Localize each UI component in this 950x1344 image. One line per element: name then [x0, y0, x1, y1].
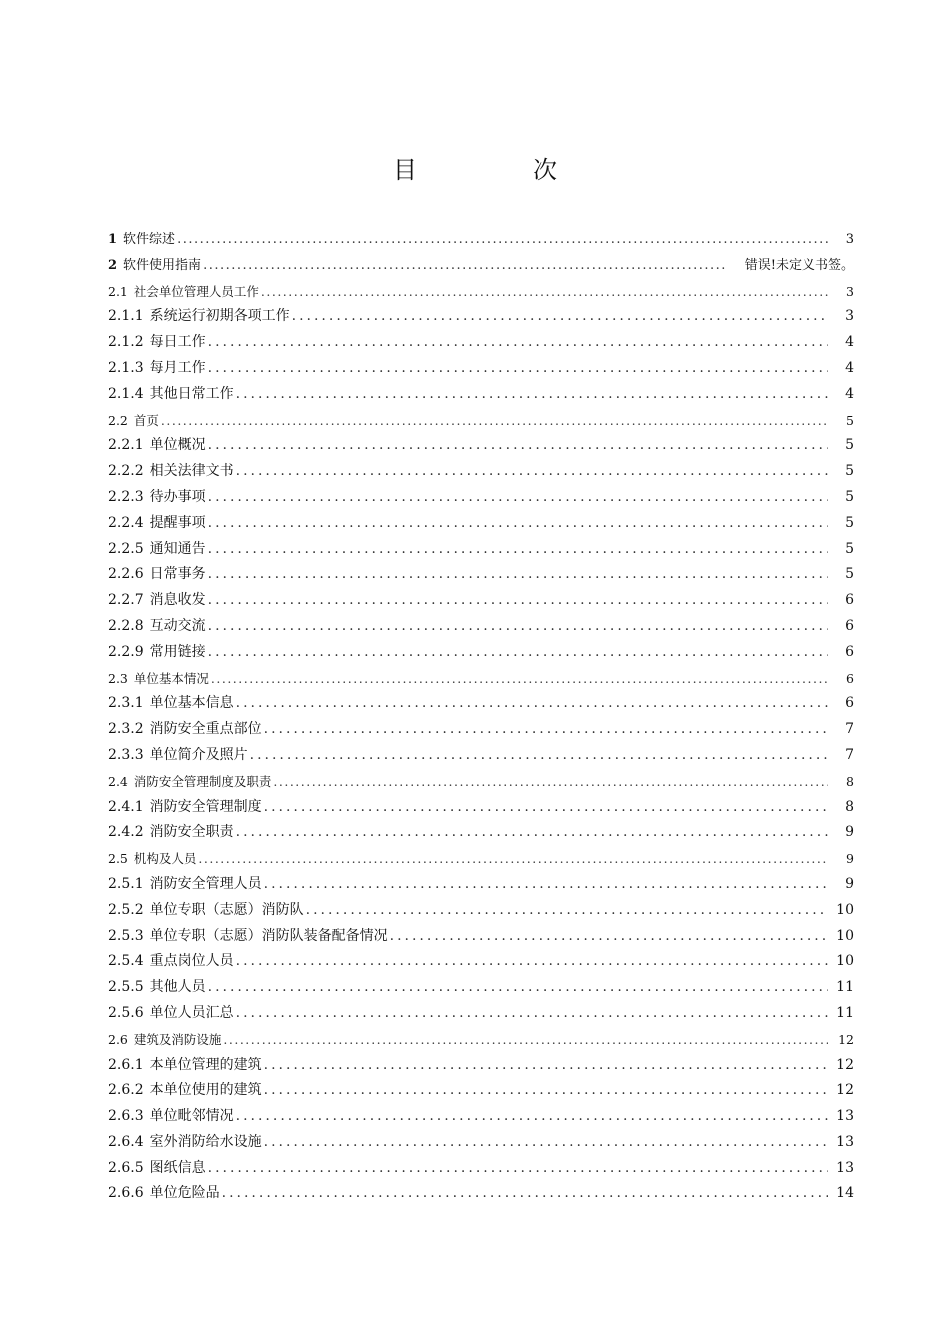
- toc-entry-page-number: 7: [845, 721, 854, 738]
- toc-entry-page-number: 12: [836, 1082, 854, 1099]
- toc-entry-number: 2.3.1: [108, 695, 144, 712]
- toc-entry-number: 2.2.4: [108, 514, 144, 531]
- toc-entry-page-number: 3: [845, 308, 854, 325]
- toc-entry-label: 系统运行初期各项工作: [149, 308, 290, 325]
- toc-entry-page-number: 7: [845, 746, 854, 763]
- toc-entry-number: 2.5.2: [108, 901, 144, 918]
- toc-entry-number: 2.6: [108, 1031, 128, 1047]
- toc-entry[interactable]: [108, 562, 858, 588]
- toc-entry-label: 其他日常工作: [149, 385, 234, 402]
- toc-dot-leader: [264, 872, 828, 898]
- toc-dot-leader: [306, 898, 828, 924]
- toc-entry-number: 2.2.2: [108, 463, 144, 480]
- toc-entry-page-number: 5: [845, 566, 854, 583]
- toc-dot-leader: [236, 691, 828, 717]
- toc-entry[interactable]: [108, 1001, 858, 1027]
- toc-entry-label: 提醒事项: [149, 514, 206, 531]
- toc-entry-page-number: 8: [845, 798, 854, 815]
- toc-entry[interactable]: [108, 279, 858, 305]
- toc-entry-label: 相关法律文书: [149, 463, 234, 480]
- toc-entry-page-number: 4: [845, 385, 854, 402]
- toc-entry-label: 消防安全管理制度: [149, 798, 262, 815]
- toc-entry[interactable]: [108, 820, 858, 846]
- toc-entry[interactable]: [108, 924, 858, 950]
- toc-entry-label: 日常事务: [149, 566, 206, 583]
- toc-entry-number: 2.1.3: [108, 359, 144, 376]
- toc-entry-label: 本单位使用的建筑: [149, 1082, 262, 1099]
- toc-dot-leader: [208, 356, 828, 382]
- toc-dot-leader: [161, 408, 828, 434]
- toc-entry-label: 待办事项: [149, 488, 206, 505]
- toc-entry-number: 2.3.3: [108, 746, 144, 763]
- toc-dot-leader: [264, 795, 828, 821]
- toc-dot-leader: [208, 975, 828, 1001]
- toc-entry[interactable]: [108, 330, 858, 356]
- toc-entry-label: 其他人员: [149, 979, 206, 996]
- toc-entry[interactable]: [108, 769, 858, 795]
- toc-entry-label: 互动交流: [149, 617, 206, 634]
- toc-dot-leader: [264, 1130, 828, 1156]
- toc-entry-number: 2.2.8: [108, 617, 144, 634]
- toc-entry-number: 2: [108, 257, 118, 273]
- toc-dot-leader: [236, 1001, 828, 1027]
- toc-entry[interactable]: [108, 640, 858, 666]
- toc-entry-number: 2.4.1: [108, 798, 144, 815]
- toc-entry-number: 1: [108, 232, 118, 247]
- toc-dot-leader: [236, 382, 828, 408]
- toc-dot-leader: [390, 924, 828, 950]
- toc-dot-leader: [292, 304, 828, 330]
- toc-entry-label: 消防安全管理人员: [149, 875, 262, 892]
- toc-dot-leader: [208, 485, 828, 511]
- toc-entry-label: 通知通告: [149, 540, 206, 557]
- toc-entry[interactable]: [108, 717, 858, 743]
- toc-entry-page-number: 13: [836, 1133, 854, 1150]
- toc-entry-number: 2.5.6: [108, 1004, 144, 1021]
- toc-entry-page-number: 5: [845, 437, 854, 454]
- toc-entry[interactable]: [108, 459, 858, 485]
- toc-entry-label: 建筑及消防设施: [133, 1031, 222, 1047]
- toc-entry-number: 2.6.5: [108, 1159, 144, 1176]
- toc-entry[interactable]: [108, 898, 858, 924]
- toc-entry-number: 2.6.1: [108, 1056, 144, 1073]
- toc-entry-number: 2.6.6: [108, 1185, 144, 1202]
- toc-entry[interactable]: [108, 666, 858, 692]
- toc-dot-leader: [264, 717, 828, 743]
- toc-dot-leader: [236, 820, 828, 846]
- toc-entry-page-number: 6: [846, 670, 854, 686]
- toc-entry-page-number: 9: [845, 824, 854, 841]
- toc-entry-number: 2.1.2: [108, 334, 144, 351]
- toc-entry-page-number: 8: [846, 773, 854, 789]
- toc-entry-label: 单位危险品: [149, 1185, 220, 1202]
- toc-entry-page-number: 5: [845, 463, 854, 480]
- toc-entry-label: 消防安全重点部位: [149, 721, 262, 738]
- toc-entry-number: 2.5.5: [108, 979, 144, 996]
- toc-entry[interactable]: [108, 511, 858, 537]
- toc-entry-label: 本单位管理的建筑: [149, 1056, 262, 1073]
- toc-entry[interactable]: [108, 949, 858, 975]
- toc-entry[interactable]: [108, 1053, 858, 1079]
- toc-dot-leader: [250, 743, 828, 769]
- toc-entry-number: 2.5: [108, 851, 128, 867]
- toc-entry-page-number: 5: [845, 514, 854, 531]
- toc-entry[interactable]: [108, 743, 858, 769]
- toc-entry-label: 单位简介及照片: [149, 746, 248, 763]
- toc-dot-leader: [208, 588, 828, 614]
- toc-entry-page-number: 10: [836, 901, 854, 918]
- toc-dot-leader: [236, 949, 828, 975]
- toc-dot-leader: [236, 459, 828, 485]
- toc-dot-leader: [208, 614, 828, 640]
- toc-entry-page-number: 9: [845, 875, 854, 892]
- toc-entry-label: 社会单位管理人员工作: [133, 283, 259, 299]
- toc-entry-page-number: 13: [836, 1108, 854, 1125]
- toc-entry-number: 2.2.7: [108, 592, 144, 609]
- toc-dot-leader: [222, 1181, 828, 1207]
- toc-entry-page-number: 6: [845, 592, 854, 609]
- toc-entry-page-number: 5: [846, 412, 854, 428]
- toc-entry-page-number: 12: [836, 1056, 854, 1073]
- toc-dot-leader: [208, 562, 828, 588]
- toc-entry-number: 2.1.1: [108, 308, 144, 325]
- toc-entry-page-number: 3: [846, 283, 854, 299]
- toc-entry[interactable]: [108, 356, 858, 382]
- toc-entry-number: 2.6.3: [108, 1108, 144, 1125]
- toc-entry-number: 2.5.3: [108, 927, 144, 944]
- toc-entry[interactable]: [108, 1130, 858, 1156]
- toc-entry[interactable]: [108, 614, 858, 640]
- toc-entry-number: 2.2.3: [108, 488, 144, 505]
- toc-dot-leader: [208, 1156, 828, 1182]
- toc-entry[interactable]: [108, 1156, 858, 1182]
- toc-entry[interactable]: [108, 1027, 858, 1053]
- toc-entry-page-number: 3: [845, 232, 854, 247]
- toc-entry-label: 每日工作: [149, 334, 206, 351]
- toc-entry-page-number: 10: [836, 953, 854, 970]
- toc-entry-page-number: 6: [845, 617, 854, 634]
- toc-entry-page-number: 14: [836, 1185, 854, 1202]
- toc-entry-number: 2.3.2: [108, 721, 144, 738]
- toc-entry-label: 常用链接: [149, 643, 206, 660]
- toc-entry-label: 软件使用指南: [123, 257, 202, 273]
- toc-entry[interactable]: [108, 227, 858, 253]
- toc-entry-page-number: 错误!未定义书签。: [744, 257, 854, 273]
- toc-dot-leader: [198, 846, 828, 872]
- toc-entry[interactable]: [108, 382, 858, 408]
- toc-entry-page-number: 4: [845, 359, 854, 376]
- toc-entry-label: 软件综述: [123, 232, 176, 247]
- toc-entry[interactable]: [108, 304, 858, 330]
- toc-entry-label: 重点岗位人员: [149, 953, 234, 970]
- toc-entry[interactable]: [108, 408, 858, 434]
- toc-entry-label: 消防安全职责: [149, 824, 234, 841]
- toc-entry-page-number: 9: [846, 851, 854, 867]
- toc-entry-page-number: 6: [845, 643, 854, 660]
- toc-entry-page-number: 5: [845, 488, 854, 505]
- toc-entry-page-number: 5: [845, 540, 854, 557]
- toc-dot-leader: [208, 511, 828, 537]
- toc-entry-page-number: 11: [836, 1004, 854, 1021]
- toc-entry-page-number: 4: [845, 334, 854, 351]
- toc-entry-label: 单位专职（志愿）消防队装备配备情况: [149, 927, 388, 944]
- toc-entry-label: 单位专职（志愿）消防队: [149, 901, 304, 918]
- toc-entry-page-number: 13: [836, 1159, 854, 1176]
- toc-dot-leader: [203, 253, 727, 279]
- toc-dot-leader: [264, 1053, 828, 1079]
- toc-entry-number: 2.4.2: [108, 824, 144, 841]
- toc-entry[interactable]: [108, 1078, 858, 1104]
- toc-dot-leader: [208, 330, 828, 356]
- toc-entry[interactable]: [108, 795, 858, 821]
- toc-entry-label: 消息收发: [149, 592, 206, 609]
- toc-entry-page-number: 12: [838, 1031, 854, 1047]
- toc-dot-leader: [208, 537, 828, 563]
- toc-dot-leader: [208, 640, 828, 666]
- toc-entry-label: 单位基本情况: [133, 670, 209, 686]
- toc-entry-number: 2.4: [108, 773, 128, 789]
- toc-dot-leader: [273, 769, 828, 795]
- toc-entry-number: 2.6.2: [108, 1082, 144, 1099]
- toc-entry-label: 单位毗邻情况: [149, 1108, 234, 1125]
- toc-entry-page-number: 6: [845, 695, 854, 712]
- toc-entry[interactable]: [108, 485, 858, 511]
- toc-entry-label: 单位人员汇总: [149, 1004, 234, 1021]
- toc-entry-label: 机构及人员: [133, 851, 197, 867]
- toc-entry[interactable]: [108, 872, 858, 898]
- toc-entry[interactable]: [108, 1181, 858, 1207]
- toc-entry-label: 室外消防给水设施: [149, 1133, 262, 1150]
- toc-dot-leader: [223, 1027, 828, 1053]
- toc-dot-leader: [211, 666, 828, 692]
- toc-entry-number: 2.5.1: [108, 875, 144, 892]
- toc-dot-leader: [236, 1104, 828, 1130]
- toc-entry-label: 图纸信息: [149, 1159, 206, 1176]
- toc-title: 目 次: [393, 156, 603, 184]
- toc-entry-label: 首页: [133, 412, 159, 428]
- toc-entry[interactable]: [108, 433, 858, 459]
- toc-dot-leader: [261, 279, 828, 305]
- toc-entry[interactable]: [108, 975, 858, 1001]
- toc-entry-number: 2.2.5: [108, 540, 144, 557]
- toc-dot-leader: [177, 227, 828, 253]
- toc-entry[interactable]: [108, 588, 858, 614]
- toc-dot-leader: [208, 433, 828, 459]
- toc-entry-number: 2.2.1: [108, 437, 144, 454]
- toc-entry[interactable]: [108, 253, 858, 279]
- toc-entry[interactable]: [108, 846, 858, 872]
- toc-entry-number: 2.5.4: [108, 953, 144, 970]
- toc-entry-number: 2.1.4: [108, 385, 144, 402]
- toc-entry-label: 单位概况: [149, 437, 206, 454]
- toc-entry-label: 消防安全管理制度及职责: [133, 773, 272, 789]
- toc-entry-label: 每月工作: [149, 359, 206, 376]
- toc-entry-page-number: 11: [836, 979, 854, 996]
- toc-entry[interactable]: [108, 537, 858, 563]
- toc-entry-number: 2.1: [108, 283, 128, 299]
- toc-entry-page-number: 10: [836, 927, 854, 944]
- toc-entry-label: 单位基本信息: [149, 695, 234, 712]
- toc-entry-number: 2.2.6: [108, 566, 144, 583]
- toc-entry-number: 2.2: [108, 412, 128, 428]
- toc-entry-number: 2.6.4: [108, 1133, 144, 1150]
- toc-entry-number: 2.2.9: [108, 643, 144, 660]
- toc-entry-number: 2.3: [108, 670, 128, 686]
- toc-list: [108, 227, 858, 1207]
- toc-entry[interactable]: [108, 1104, 858, 1130]
- toc-entry[interactable]: [108, 691, 858, 717]
- toc-dot-leader: [264, 1078, 828, 1104]
